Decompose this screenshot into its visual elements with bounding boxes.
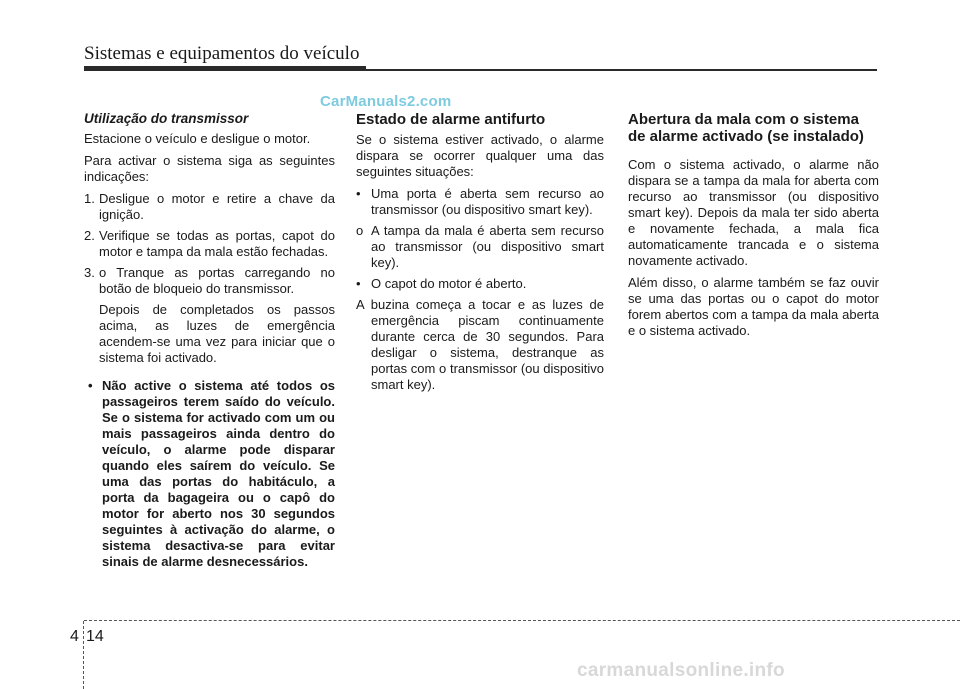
list-item-text: O capot do motor é aberto. <box>371 276 527 291</box>
list-item-text: Verifique se todas as portas, capot do motor e tampa da mala estão fechadas. <box>99 228 335 259</box>
paragraph: A buzina começa a tocar e as luzes de emergência piscam continuamente durante cerca de 30 segundos. Para desligar o sistema, destranque as portas com o transmissor (ou dispositivo smart key). <box>356 297 604 392</box>
list-item-text: A tampa da mala é aberta sem recurso ao transmissor (ou dispositivo smart key). <box>371 223 604 270</box>
bullet-icon: • <box>356 276 361 291</box>
section-heading-alarm-state: Estado de alarme antifurto <box>356 111 546 128</box>
subheading-transmitter-use: Utilização do transmissor <box>84 111 249 126</box>
list-item <box>84 265 335 297</box>
header-rule-thin <box>366 69 877 71</box>
list-item <box>84 191 335 223</box>
section-heading-trunk-opening: Abertura da mala com o sistema de alarme activado (se instalado) <box>628 111 864 145</box>
list-item <box>356 297 604 393</box>
list-item <box>356 223 604 271</box>
list-item-text: o Tranque as portas carregando no botão de bloqueio do transmissor. <box>99 265 335 296</box>
page-number: 14 <box>86 628 104 645</box>
watermark-bottom: carmanualsonline.info <box>577 660 785 681</box>
paragraph: Estacione o veículo e desligue o motor. <box>84 131 311 146</box>
list-marker: 2. <box>84 228 95 243</box>
paragraph: Além disso, o alarme também se faz ouvir se uma das portas ou o capot do motor forem abertos com a tampa da mala aberta e o sistema activado. <box>628 275 879 338</box>
paragraph: Se o sistema estiver activado, o alarme dispara se ocorrer qualquer uma das seguintes situações: <box>356 132 604 179</box>
list-item <box>84 228 335 260</box>
list-marker: o <box>356 223 364 238</box>
list-marker: 1. <box>84 191 95 206</box>
bullet-icon: • <box>356 186 361 201</box>
list-item-text: Uma porta é aberta sem recurso ao transmissor (ou dispositivo smart key). <box>371 186 604 217</box>
warning-note <box>88 378 335 570</box>
footer-rule <box>84 620 960 621</box>
bullet-icon: • <box>88 378 93 393</box>
watermark-top: CarManuals2.com <box>320 93 452 110</box>
list-item <box>356 186 604 218</box>
page-header-title: Sistemas e equipamentos do veículo <box>84 43 360 64</box>
list-item-text: Desligue o motor e retire a chave da ignição. <box>99 191 335 222</box>
footer-divider <box>83 621 84 689</box>
paragraph: Com o sistema activado, o alarme não dispara se a tampa da mala for aberta com recurso ao transmissor (ou dispositivo smart key). Depois da mala ter sido aberta e novamente fechada, a mala fica automaticamente trancada e o sistema novamente activado. <box>628 157 879 268</box>
list-item <box>356 276 604 292</box>
warning-text: Não active o sistema até todos os passageiros terem saído do veículo. Se o sistema for activado com um ou mais passageiros ainda dentro do veículo, o alarme pode disparar quando eles saírem do veículo. Se uma das portas do habitáculo, a porta da bagageira ou o capô do motor for aberto nos 30 segundos seguintes à activação do alarme, o sistema desactiva-se para evitar sinais de alarme desnecessários. <box>102 378 335 569</box>
paragraph: Para activar o sistema siga as seguintes indicações: <box>84 153 335 184</box>
step3-followup-paragraph: Depois de completados os passos acima, as luzes de emergência acendem-se uma vez para iniciar que o sistema foi activado. <box>99 302 335 365</box>
list-marker: 3. <box>84 265 95 280</box>
header-rule-thick <box>84 66 366 71</box>
column-middle <box>356 111 604 398</box>
chapter-number: 4 <box>70 628 79 645</box>
column-right <box>628 111 879 345</box>
column-left <box>84 111 335 570</box>
